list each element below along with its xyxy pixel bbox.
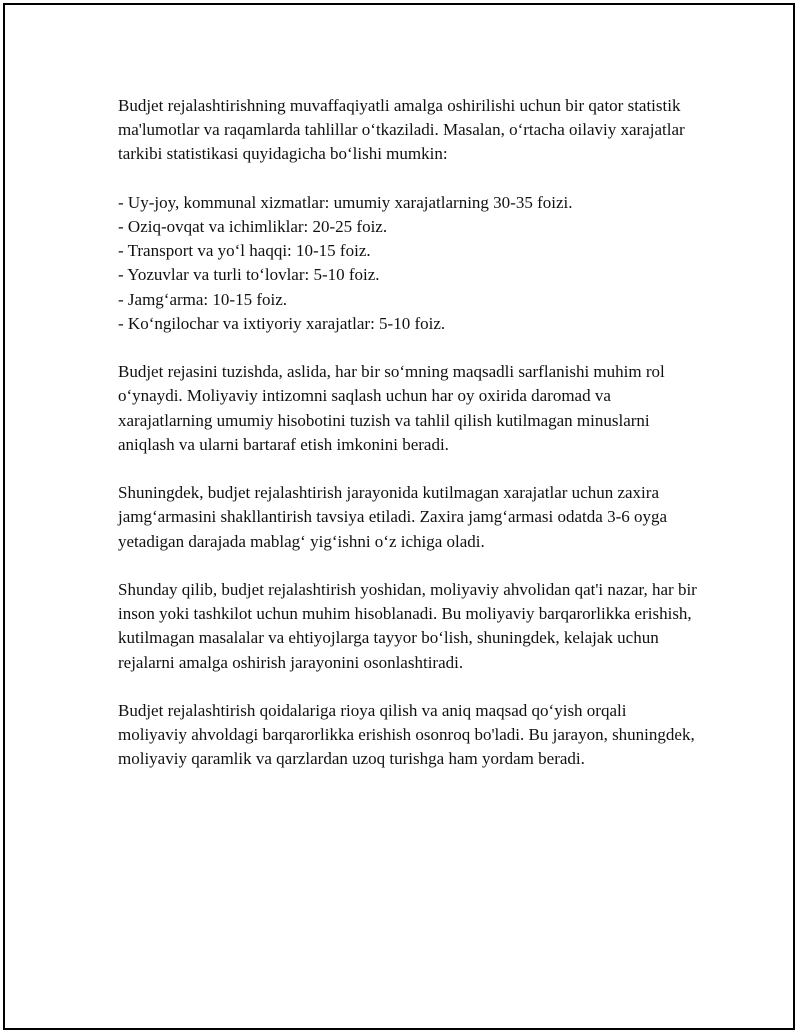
paragraph-importance: Shunday qilib, budjet rejalashtirish yoshidan, moliyaviy ahvolidan qat'i nazar, har bir inson yoki tashkilot uchun muhim hisoblanadi. Bu moliyaviy barqarorlikka erishish, kutilmagan masalalar va ehtiyojlarga tayyor bo‘lish, shuningdek, kelajak uchun rejalarni amalga oshirish jarayonini osonlashtiradi.	[118, 580, 697, 672]
document-body	[118, 94, 698, 796]
expense-breakdown-list	[118, 191, 698, 336]
paragraph-conclusion: Budjet rejalashtirish qoidalariga rioya qilish va aniq maqsad qo‘yish orqali moliyaviy ahvoldagi barqarorlikka erishish osonroq bo'ladi. Bu jarayon, shuningdek, moliyaviy qaramlik va qarzlardan uzoq turishga ham yordam beradi.	[118, 701, 695, 769]
list-item: - Yozuvlar va turli to‘lovlar: 5-10 foiz.	[118, 265, 380, 285]
list-item: - Jamg‘arma: 10-15 foiz.	[118, 289, 287, 309]
paragraph-intro: Budjet rejalashtirishning muvaffaqiyatli amalga oshirilishi uchun bir qator statistik ma'lumotlar va raqamlarda tahlillar o‘tkaziladi. Masalan, o‘rtacha oilaviy xarajatlar tarkibi statistikasi quyidagicha bo‘lishi mumkin:	[118, 96, 685, 164]
list-item: - Oziq-ovqat va ichimliklar: 20-25 foiz.	[118, 217, 388, 236]
list-item: - Ko‘ngilochar va ixtiyoriy xarajatlar: 5-10 foiz.	[118, 313, 446, 333]
list-item: - Transport va yo‘l haqqi: 10-15 foiz.	[118, 241, 371, 261]
paragraph-reserve-fund: Shuningdek, budjet rejalashtirish jarayonida kutilmagan xarajatlar uchun zaxira jamg‘armasini shakllantirish tavsiya etiladi. Zaxira jamg‘armasi odatda 3-6 oyga yetadigan darajada mablag‘ yig‘ishni o‘z ichiga oladi.	[118, 483, 668, 551]
list-item: - Uy-joy, kommunal xizmatlar: umumiy xarajatlarning 30-35 foizi.	[118, 192, 573, 212]
paragraph-budget-plan: Budjet rejasini tuzishda, aslida, har bir so‘mning maqsadli sarflanishi muhim rol o‘ynaydi. Moliyaviy intizomni saqlash uchun har oy oxirida daromad va xarajatlarning umumiy hisobotini tuzish va tahlil qilish kutilmagan minuslarni aniqlash va ularni bartaraf etish imkonini beradi.	[118, 362, 665, 454]
